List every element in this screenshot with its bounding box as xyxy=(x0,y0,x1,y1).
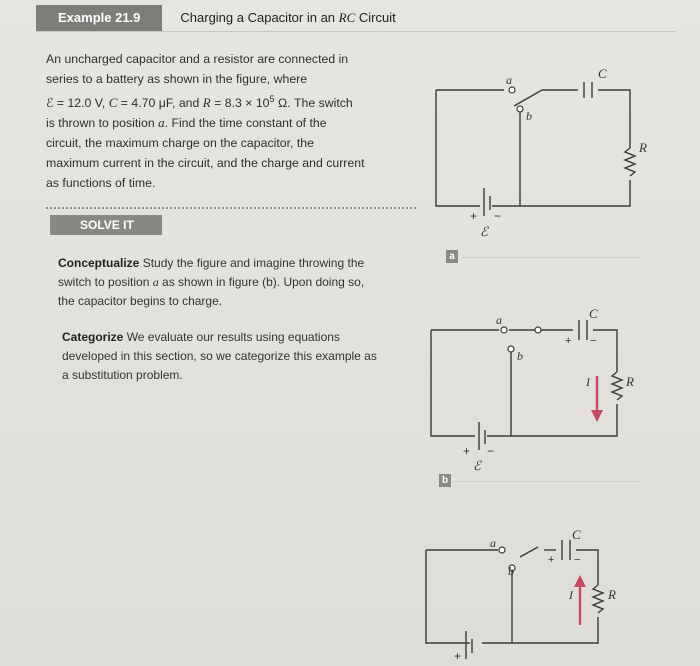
current-label: I xyxy=(586,375,590,389)
figure-label-a: a xyxy=(446,250,458,263)
figure-label-b: b xyxy=(439,474,451,487)
current-arrow-up-icon xyxy=(574,575,586,587)
capacitor-plus: + xyxy=(548,554,555,566)
resistor-label: R xyxy=(639,140,647,155)
battery-minus: − xyxy=(487,444,495,458)
header-divider xyxy=(36,31,676,32)
capacitor-minus: − xyxy=(590,335,597,347)
figure-a-separator xyxy=(462,257,640,258)
battery-plus: + xyxy=(463,444,471,458)
capacitor-label: C xyxy=(572,527,581,542)
current-arrow-down-icon xyxy=(591,410,603,422)
dotted-divider xyxy=(46,207,416,209)
circuit-figure-a xyxy=(430,66,660,250)
switch-pos-b-label: b xyxy=(508,564,514,578)
emf-label: ℰ xyxy=(473,458,481,473)
circuit-figure-b xyxy=(425,300,655,475)
capacitor-label: C xyxy=(589,306,598,321)
switch-pos-a-label: a xyxy=(496,313,502,327)
capacitor-plus: + xyxy=(565,335,572,347)
figure-b-separator xyxy=(455,481,640,482)
switch-pos-a-label: a xyxy=(490,536,496,550)
example-title: Charging a Capacitor in an RC Circuit xyxy=(180,10,396,25)
battery-minus: − xyxy=(494,209,502,223)
current-label: I xyxy=(569,588,573,602)
switch-pos-b-label: b xyxy=(517,349,523,363)
switch-pos-a-label: a xyxy=(506,73,512,87)
emf-label: ℰ xyxy=(480,224,488,239)
solve-it-label: SOLVE IT xyxy=(50,215,162,235)
example-header xyxy=(36,5,676,31)
resistor-label: R xyxy=(608,587,616,602)
switch-pos-b-label: b xyxy=(526,109,532,123)
circuit-figure-c xyxy=(420,525,650,666)
battery-plus: + xyxy=(454,649,462,663)
battery-plus: + xyxy=(470,209,478,223)
conceptualize-paragraph: Conceptualize Study the figure and imagine throwing the switch to position a as shown in figure (b). Upon doing so, the capacitor begins to charge. xyxy=(58,256,365,308)
capacitor-label: C xyxy=(598,66,607,81)
example-badge: Example 21.9 xyxy=(36,5,162,31)
categorize-paragraph: Categorize We evaluate our results using equations developed in this section, so we categorize this example as a substitution problem. xyxy=(62,330,377,382)
problem-statement: An uncharged capacitor and a resistor are connected in series to a battery as shown in the figure, where ℰ = 12.0 V, C = 4.70 μF, and $R = 8.3 \times 10^5$ Ω. The switch is thrown to position a. Find the time constant of the circuit, the maximum charge on the capacitor, the maximum current in the circuit, and the charge and current as functions of time. xyxy=(46,52,365,191)
capacitor-minus: − xyxy=(574,554,581,566)
resistor-label: R xyxy=(626,374,634,389)
